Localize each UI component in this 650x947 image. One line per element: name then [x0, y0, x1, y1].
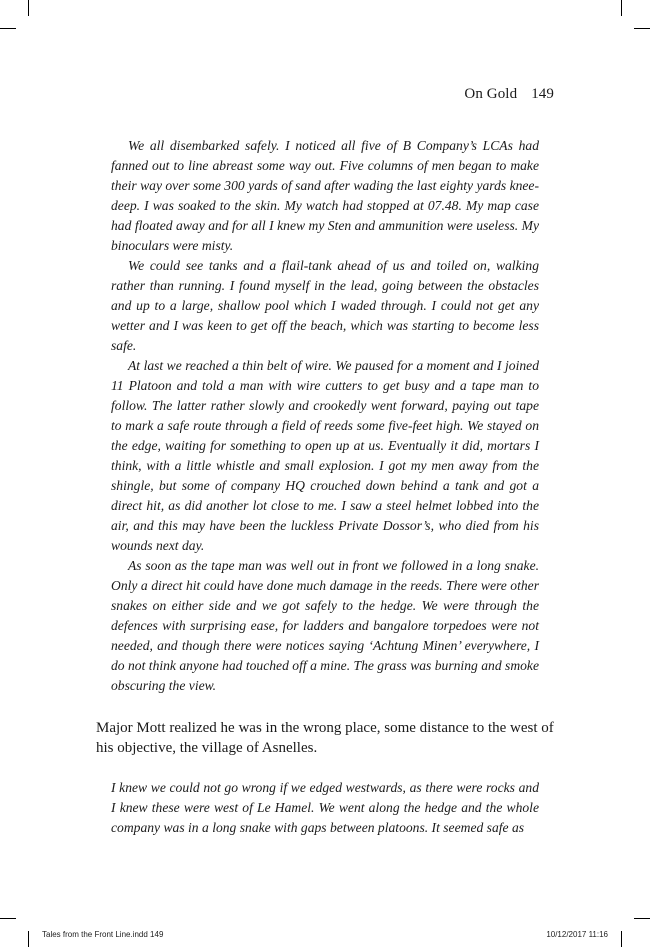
running-title: On Gold	[464, 86, 518, 102]
crop-mark	[634, 28, 650, 29]
slug-filename: Tales from the Front Line.indd 149	[42, 930, 164, 939]
narrative-paragraph: Major Mott realized he was in the wrong place, some distance to the west of his objective, the village of Asnelles.	[96, 720, 554, 756]
quote-paragraph: As soon as the tape man was well out in front we followed in a long snake. Only a direct hit could have done much damage in the reeds. There were other snakes on either side and we got safely to the hedge. We were through the defences with surprising ease, for ladders and bangalore torpedoes were not needed, and though there were notices saying ‘Achtung Minen’ everywhere, I do not think anyone had touched off a mine. The grass was burning and smoke obscuring the view.	[111, 558, 539, 693]
block-quote-1	[111, 136, 539, 696]
page-number: 149	[531, 86, 554, 102]
running-header	[464, 86, 554, 103]
crop-mark	[28, 931, 29, 947]
quote-paragraph: We all disembarked safely. I noticed all five of B Company’s LCAs had fanned out to line abreast some way out. Five columns of men began to make their way over some 300 yards of sand after wading the last eighty yards knee-deep. I was soaked to the skin. My watch had stopped at 07.48. My map case had floated away and for all I knew my Sten and ammunition were useless. My binoculars were misty.	[111, 138, 539, 253]
crop-mark	[634, 918, 650, 919]
crop-mark	[0, 918, 16, 919]
crop-mark	[28, 0, 29, 16]
block-quote-2	[111, 778, 539, 838]
crop-mark	[0, 28, 16, 29]
slug-datetime: 10/12/2017 11:16	[546, 930, 608, 939]
quote-paragraph: We could see tanks and a flail-tank ahead of us and toiled on, walking rather than running. I found myself in the lead, going between the obstacles and up to a large, shallow pool which I waded through. I could not get any wetter and I was keen to get off the beach, which was starting to become less safe.	[111, 258, 539, 353]
quote-paragraph: I knew we could not go wrong if we edged westwards, as there were rocks and I knew these were west of Le Hamel. We went along the hedge and the whole company was in a long snake with gaps between platoons. It seemed safe as	[111, 780, 539, 835]
crop-mark	[621, 0, 622, 16]
quote-paragraph: At last we reached a thin belt of wire. We paused for a moment and I joined 11 Platoon and told a man with wire cutters to get busy and a tape man to follow. The latter rather slowly and crookedly went forward, paying out tape to mark a safe route through a field of reeds some five-feet high. We stayed on the edge, waiting for something to open up at us. Eventually it did, mortars I think, with a little whistle and small explosion. I got my men away from the shingle, but some of company HQ crouched down behind a tank and got a direct hit, as did another lot close to me. I saw a steel helmet lobbed into the air, and this may have been the luckless Private Dossor’s, who died from his wounds next day.	[111, 358, 539, 553]
crop-mark	[621, 931, 622, 947]
